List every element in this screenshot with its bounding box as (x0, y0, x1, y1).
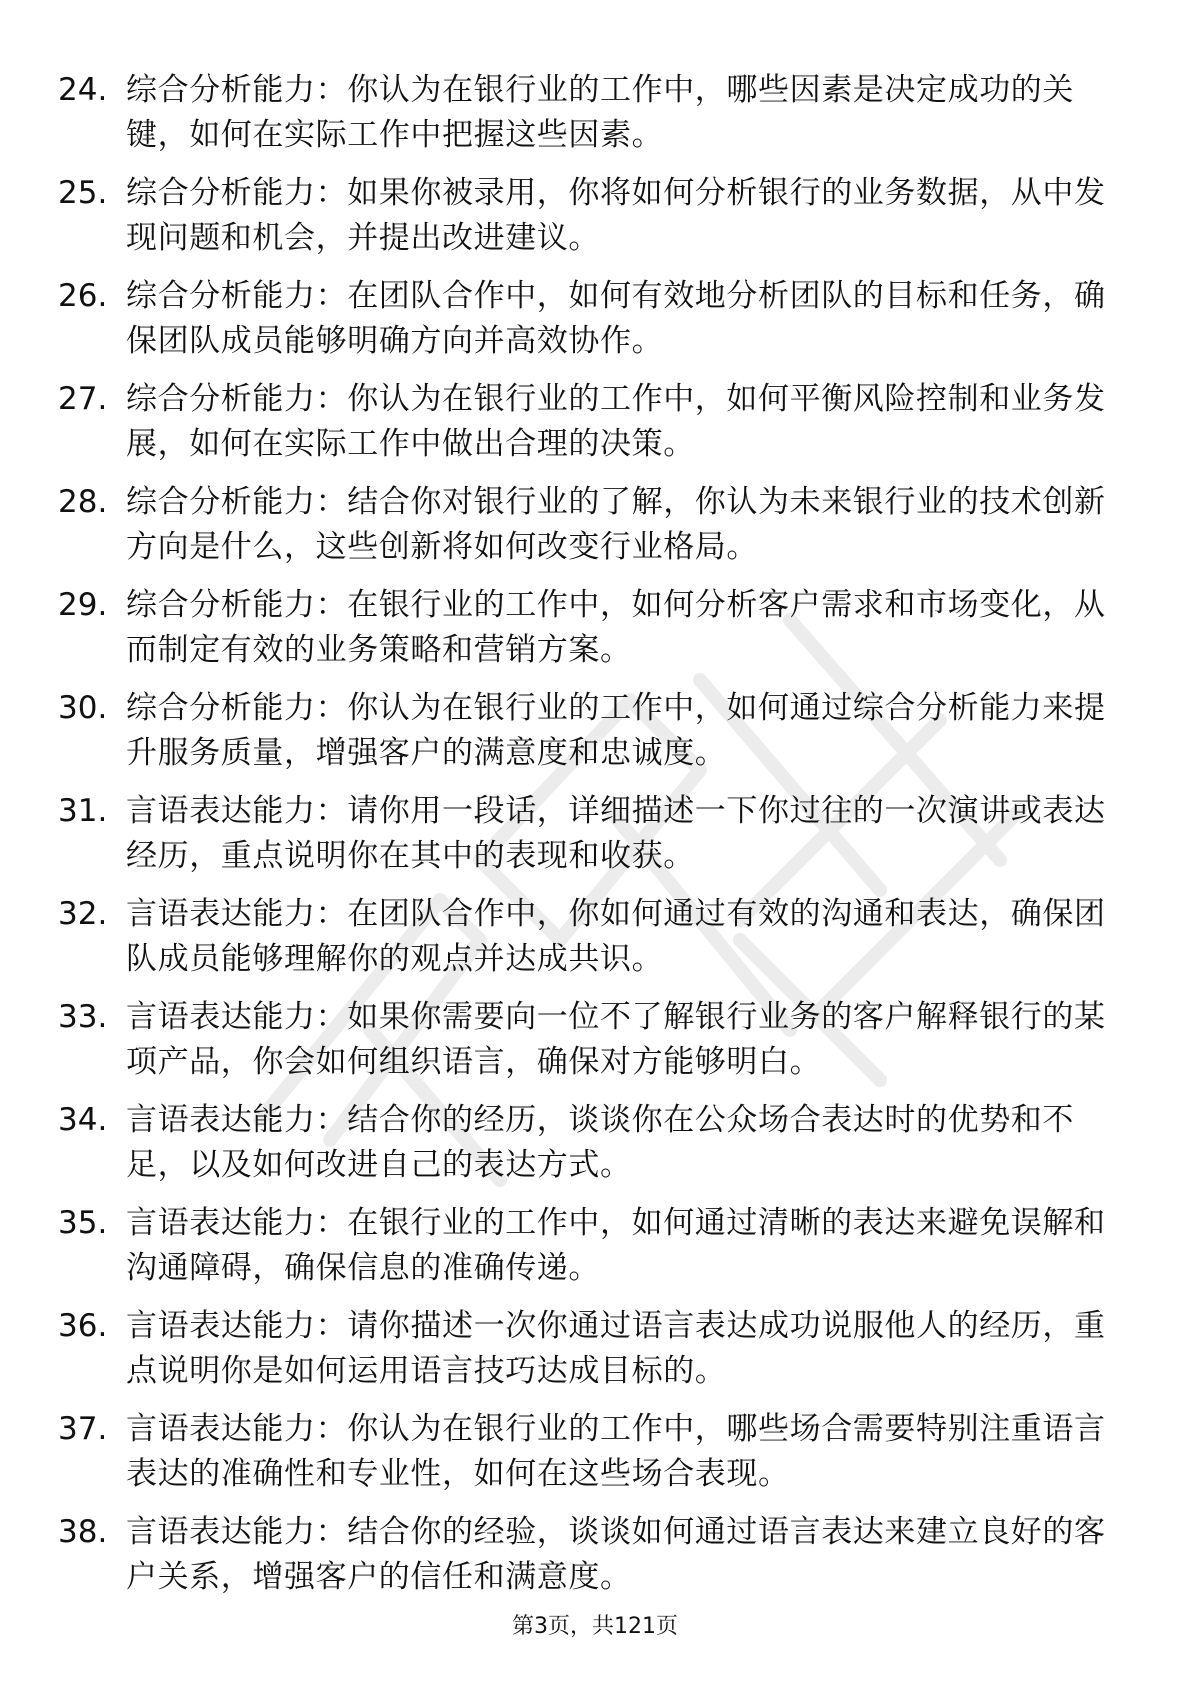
question-list (58, 68, 1118, 1613)
question-item (58, 583, 1118, 686)
question-number: 35. (58, 1205, 108, 1241)
question-text: 言语表达能力：结合你的经验，谈谈如何通过语言表达来建立良好的客户关系，增强客户的信任和满意度。 (126, 1514, 1106, 1595)
question-item (58, 892, 1118, 995)
question-text: 综合分析能力：你认为在银行业的工作中，哪些因素是决定成功的关键，如何在实际工作中把握这些因素。 (126, 72, 1074, 153)
question-item (58, 171, 1118, 274)
question-number: 26. (58, 278, 108, 314)
question-item (58, 377, 1118, 480)
question-number: 29. (58, 587, 108, 623)
question-item (58, 480, 1118, 583)
question-text: 言语表达能力：如果你需要向一位不了解银行业务的客户解释银行的某项产品，你会如何组织语言，确保对方能够明白。 (126, 999, 1106, 1080)
page-footer: 第3页，共121页 (512, 1614, 678, 1639)
question-number: 28. (58, 484, 108, 520)
question-item (58, 1407, 1118, 1510)
question-text: 言语表达能力：你认为在银行业的工作中，哪些场合需要特别注重语言表达的准确性和专业性，如何在这些场合表现。 (126, 1411, 1106, 1492)
question-text: 综合分析能力：你认为在银行业的工作中，如何平衡风险控制和业务发展，如何在实际工作中做出合理的决策。 (126, 381, 1106, 462)
question-number: 24. (58, 72, 108, 108)
question-text: 综合分析能力：如果你被录用，你将如何分析银行的业务数据，从中发现问题和机会，并提出改进建议。 (126, 175, 1106, 256)
question-number: 34. (58, 1102, 108, 1138)
question-number: 37. (58, 1411, 108, 1447)
question-item (58, 789, 1118, 892)
question-item (58, 1510, 1118, 1613)
question-text: 言语表达能力：结合你的经历，谈谈你在公众场合表达时的优势和不足，以及如何改进自己的表达方式。 (126, 1102, 1074, 1183)
question-item (58, 274, 1118, 377)
question-text: 综合分析能力：你认为在银行业的工作中，如何通过综合分析能力来提升服务质量，增强客户的满意度和忠诚度。 (126, 690, 1106, 771)
question-number: 31. (58, 793, 108, 829)
question-number: 27. (58, 381, 108, 417)
question-item (58, 1098, 1118, 1201)
question-text: 综合分析能力：在团队合作中，如何有效地分析团队的目标和任务，确保团队成员能够明确方向并高效协作。 (126, 278, 1106, 359)
question-number: 36. (58, 1308, 108, 1344)
question-number: 33. (58, 999, 108, 1035)
question-item (58, 68, 1118, 171)
question-text: 言语表达能力：在团队合作中，你如何通过有效的沟通和表达，确保团队成员能够理解你的观点并达成共识。 (126, 896, 1106, 977)
question-text: 综合分析能力：结合你对银行业的了解，你认为未来银行业的技术创新方向是什么，这些创新将如何改变行业格局。 (126, 484, 1106, 565)
question-item (58, 686, 1118, 789)
question-text: 言语表达能力：请你用一段话，详细描述一下你过往的一次演讲或表达经历，重点说明你在其中的表现和收获。 (126, 793, 1106, 874)
question-number: 32. (58, 896, 108, 932)
question-number: 30. (58, 690, 108, 726)
question-text: 言语表达能力：在银行业的工作中，如何通过清晰的表达来避免误解和沟通障碍，确保信息的准确传递。 (126, 1205, 1106, 1286)
question-text: 言语表达能力：请你描述一次你通过语言表达成功说服他人的经历，重点说明你是如何运用语言技巧达成目标的。 (126, 1308, 1106, 1389)
question-number: 25. (58, 175, 108, 211)
question-item (58, 1201, 1118, 1304)
question-item (58, 995, 1118, 1098)
question-item (58, 1304, 1118, 1407)
question-text: 综合分析能力：在银行业的工作中，如何分析客户需求和市场变化，从而制定有效的业务策略和营销方案。 (126, 587, 1106, 668)
question-number: 38. (58, 1514, 108, 1550)
